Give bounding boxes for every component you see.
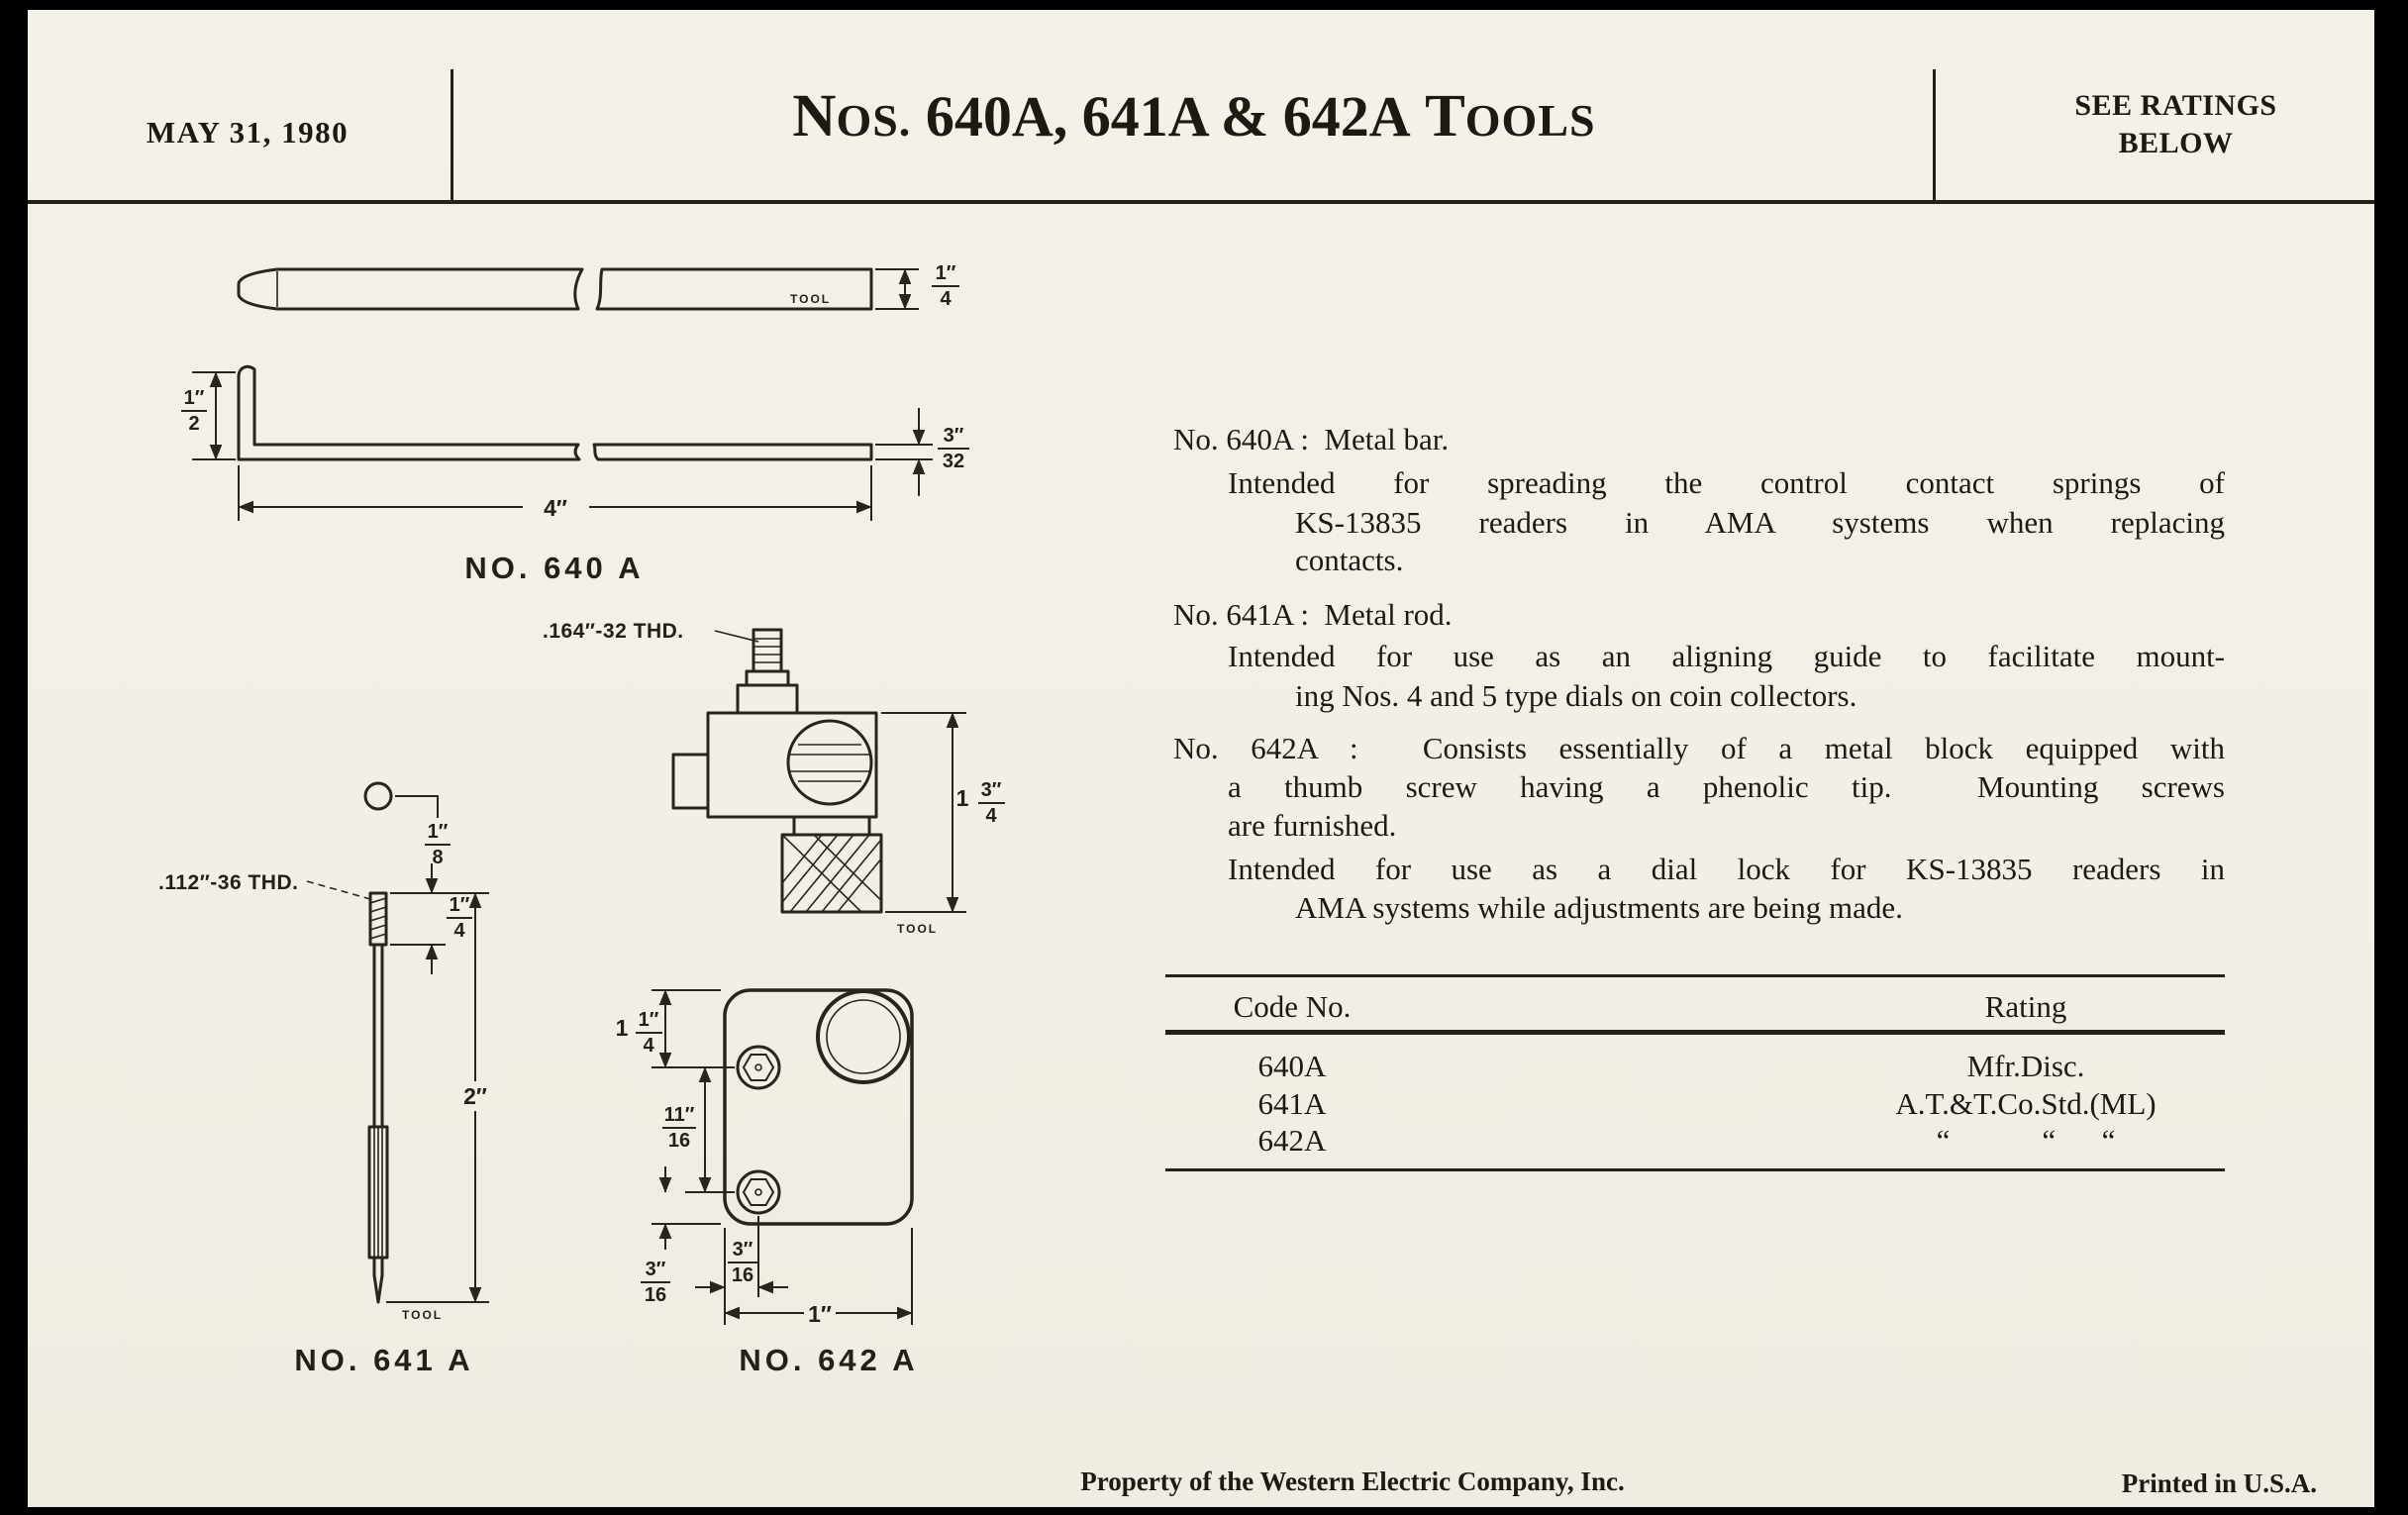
title-smallcaps-2: OOLS [1464, 95, 1596, 146]
desc-642a-line: are furnished. [1228, 808, 1397, 843]
tool-stamp-641a: TOOL [402, 1308, 444, 1322]
fraction-denominator: 16 [731, 1264, 754, 1286]
table-row-rating: A.T.&T.Co.Std.(ML) [1895, 1086, 2157, 1121]
mixed-number-whole: 1 [615, 1015, 629, 1041]
property-notice: Property of the Western Electric Company, Inc. [1080, 1466, 1625, 1496]
drawing-640a [178, 248, 1030, 594]
dim-length-label: 4″ [544, 495, 567, 521]
dim-641a-length [386, 893, 489, 1302]
fraction-denominator: 8 [432, 847, 444, 868]
dim-642a-top-offset [616, 990, 735, 1067]
dim-642a-edge-vertical [641, 1166, 721, 1306]
fraction-numerator: 3″ [943, 425, 964, 447]
title-tool-numbers: 640A, 641A & 642A [911, 84, 1426, 149]
dim-641a-head [395, 796, 451, 868]
desc-641a-line: ing Nos. 4 and 5 type dials on coin collectors. [1295, 678, 1857, 713]
fraction-denominator: 4 [643, 1035, 654, 1057]
fraction-numerator: 1″ [449, 894, 470, 916]
fraction-numerator: 1″ [935, 262, 956, 284]
rod-end-view [365, 783, 391, 809]
fraction-numerator: 1″ [638, 1009, 659, 1031]
table-rule-top [1165, 974, 2225, 977]
dim-642a-height [881, 713, 1005, 912]
fraction-denominator: 2 [188, 413, 200, 435]
fraction-denominator: 4 [453, 920, 465, 942]
desc-642a-line: a thumb screw having a phenolic tip. Mounting screws [1228, 769, 2225, 804]
knurled-knob [758, 835, 901, 912]
thread-callout-642a: .164″-32 THD. [543, 620, 684, 643]
table-rule-bottom [1165, 1168, 2225, 1171]
mounting-screw-2 [738, 1171, 779, 1213]
drawing-641a [149, 762, 545, 1396]
table-rule-header [1165, 1030, 2225, 1035]
mounting-screw-1 [738, 1047, 779, 1088]
fraction-denominator: 4 [940, 288, 952, 310]
see-ratings-note [1965, 87, 2386, 162]
dim-640a-tip-width [875, 262, 959, 310]
header-divider-right [1933, 69, 1936, 200]
desc-640a-line: KS-13835 readers in AMA systems when replacing [1295, 505, 2225, 540]
desc-640a-line: Intended for spreading the control contact springs of [1228, 465, 2225, 500]
desc-642a-line: AMA systems while adjustments are being made. [1295, 890, 1903, 925]
drawing-642a-side [535, 584, 1010, 980]
dim-640a-length [239, 465, 871, 521]
dim-640a-thickness [875, 408, 969, 496]
drawing-642a-front [594, 960, 1050, 1386]
fraction-denominator: 32 [942, 451, 965, 472]
desc-642a-heading: No. 642A : Consists essentially of a metal block equipped with [1173, 731, 2225, 765]
mounting-tab [673, 755, 708, 808]
side-boss-circle [788, 721, 871, 804]
rod-641a [369, 893, 387, 1302]
see-ratings-line2: BELOW [2118, 127, 2234, 159]
bar-top-view [239, 269, 871, 309]
issue-date: MAY 31, 1980 [146, 115, 350, 150]
see-ratings-line1: SEE RATINGS [2074, 89, 2277, 122]
header-rule [28, 200, 2374, 204]
printed-notice: Printed in U.S.A. [2121, 1468, 2317, 1498]
table-row-code: 640A [1257, 1049, 1327, 1083]
fraction-denominator: 16 [644, 1284, 667, 1306]
thumb-screw-head [818, 991, 909, 1082]
dim-length-label: 2″ [463, 1083, 487, 1109]
desc-641a-line: Intended for use as an aligning guide to facilitate mount- [1228, 639, 2225, 673]
fraction-denominator: 16 [667, 1130, 691, 1152]
desc-640a-heading: No. 640A : Metal bar. [1173, 422, 1450, 456]
table-row-code: 642A [1257, 1123, 1327, 1158]
label-641a: NO. 641 A [294, 1343, 474, 1377]
fraction-numerator: 3″ [980, 779, 1002, 801]
label-642a: NO. 642 A [739, 1343, 919, 1377]
title-initial-2: T [1425, 83, 1465, 150]
dim-width-label: 1″ [808, 1301, 832, 1327]
table-header-code: Code No. [1233, 989, 1352, 1024]
thumb-screw-top [747, 630, 788, 685]
tool-block-body [673, 685, 876, 835]
mixed-number-whole: 1 [955, 785, 969, 811]
dim-641a-thread-length [390, 863, 472, 974]
desc-642a-line: Intended for use as a dial lock for KS-13835 readers in [1228, 852, 2225, 886]
fraction-numerator: 1″ [183, 387, 205, 409]
tool-stamp-642a: TOOL [897, 922, 939, 936]
label-640a: NO. 640 A [464, 551, 645, 585]
thread-callout-641a: .112″-36 THD. [158, 871, 299, 894]
table-header-rating: Rating [1984, 989, 2067, 1024]
desc-640a-line: contacts. [1295, 543, 1404, 577]
rod-tip [374, 1275, 382, 1302]
title-smallcaps: OS. [836, 95, 912, 146]
bar-front-view [239, 366, 871, 459]
fraction-numerator: 3″ [645, 1259, 666, 1280]
title-initial: N [792, 83, 837, 150]
dim-640a-bend-height [181, 372, 236, 459]
table-row-rating: “ “ “ [1936, 1123, 2116, 1158]
fraction-numerator: 11″ [663, 1104, 695, 1126]
header-divider-left [451, 69, 453, 200]
fraction-denominator: 4 [985, 805, 997, 827]
tool-stamp-640a: TOOL [790, 292, 832, 306]
fraction-numerator: 3″ [732, 1239, 753, 1261]
page-title [465, 81, 1923, 167]
desc-641a-heading: No. 641A : Metal rod. [1173, 597, 1453, 632]
table-row-code: 641A [1257, 1086, 1327, 1121]
dim-642a-edge-horizontal [695, 1216, 788, 1325]
fraction-numerator: 1″ [427, 821, 449, 843]
table-row-rating: Mfr.Disc. [1966, 1049, 2085, 1083]
screw-neck [794, 817, 869, 835]
